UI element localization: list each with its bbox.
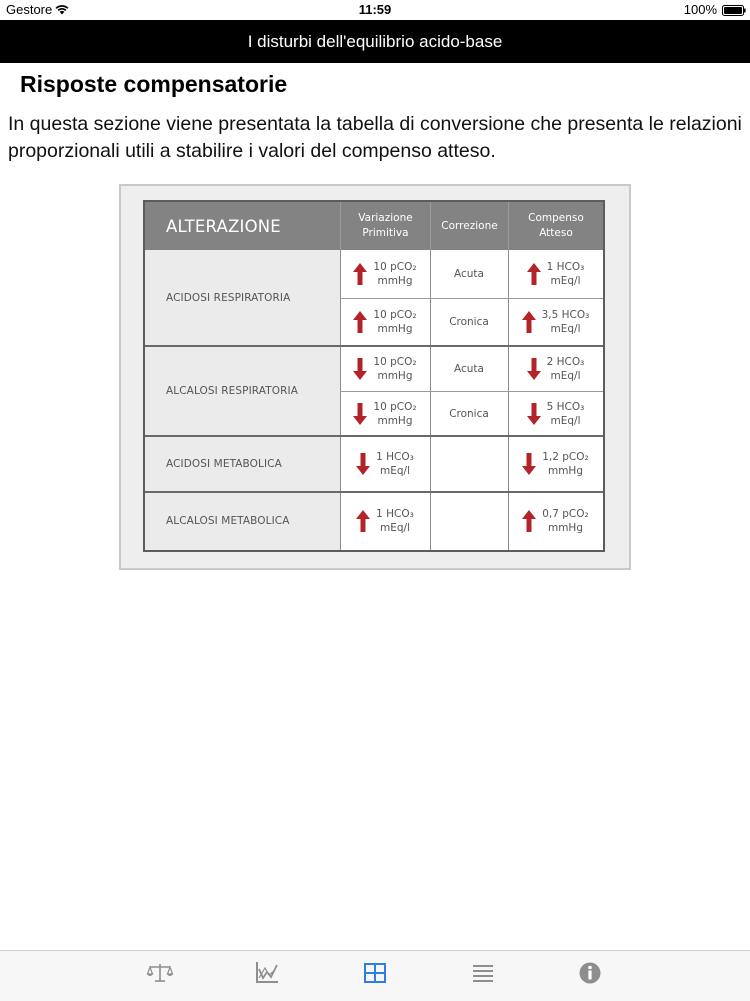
value-line: 10 pCO₂ bbox=[373, 355, 417, 368]
value-unit: mEq/l bbox=[550, 414, 581, 427]
battery-percentage: 100% bbox=[683, 2, 717, 17]
table-divider bbox=[145, 435, 603, 437]
value-text bbox=[547, 260, 585, 288]
table-row-cell-primary bbox=[340, 391, 430, 436]
value-line: 1 HCO₃ bbox=[376, 508, 414, 520]
value-text bbox=[547, 355, 585, 383]
header-compenso-line2: Atteso bbox=[539, 227, 573, 239]
table-row-cell-correction bbox=[430, 298, 508, 346]
condition-acidosi-metabolica bbox=[145, 436, 340, 492]
header-alterazione-label: ALTERAZIONE bbox=[166, 216, 281, 236]
header-alterazione bbox=[145, 202, 340, 250]
table-row-cell-primary bbox=[340, 298, 430, 346]
value-unit: mEq/l bbox=[550, 369, 581, 382]
arrow-down-icon bbox=[356, 453, 370, 475]
value-text bbox=[373, 260, 416, 288]
value-line: 0,7 pCO₂ bbox=[542, 508, 589, 520]
condition-alcalosi-respiratoria bbox=[145, 346, 340, 436]
value-text bbox=[542, 507, 589, 535]
header-variazione-line1: Variazione bbox=[358, 212, 413, 224]
value-line: 5 HCO₃ bbox=[546, 400, 585, 413]
table-row-cell-correction bbox=[430, 492, 508, 550]
value-line: 10 pCO₂ bbox=[373, 309, 417, 321]
clock: 11:59 bbox=[358, 2, 392, 17]
value-unit: mEq/l bbox=[550, 275, 581, 287]
condition-label: ALCALOSI METABOLICA bbox=[166, 515, 290, 527]
value-line: 3,5 HCO₃ bbox=[541, 309, 590, 321]
condition-label: ACIDOSI RESPIRATORIA bbox=[166, 292, 291, 304]
table-row-cell-compensation bbox=[508, 492, 603, 550]
value-text bbox=[547, 400, 585, 428]
value-unit: mmHg bbox=[377, 323, 413, 335]
header-variazione-line2: Primitiva bbox=[362, 227, 409, 239]
arrow-down-icon bbox=[527, 358, 541, 380]
carrier-label: Gestore bbox=[6, 2, 53, 17]
value-text bbox=[542, 308, 590, 336]
correction-text: Acuta bbox=[454, 268, 484, 280]
table-row-cell-compensation bbox=[508, 298, 603, 346]
value-unit: mEq/l bbox=[380, 522, 410, 534]
nav-title: I disturbi dell'equilibrio acido-base bbox=[247, 32, 503, 51]
arrow-up-icon bbox=[527, 263, 541, 285]
arrow-down-icon bbox=[522, 453, 536, 475]
value-unit: mEq/l bbox=[550, 323, 581, 335]
intro-paragraph: In questa sezione viene presentata la tabella di conversione che presenta le relazioni proporzionali utili a stabilire i valori del compenso atteso. bbox=[8, 113, 742, 162]
table-divider bbox=[340, 250, 341, 550]
value-text bbox=[542, 450, 589, 478]
table-row-cell-primary bbox=[340, 492, 430, 550]
value-line: 2 HCO₃ bbox=[546, 355, 585, 368]
value-line: 10 pCO₂ bbox=[373, 400, 417, 413]
value-unit: mmHg bbox=[377, 369, 413, 382]
value-text bbox=[373, 308, 416, 336]
table-row-cell-correction bbox=[430, 436, 508, 492]
table-divider bbox=[145, 491, 603, 493]
header-compenso-label bbox=[528, 211, 584, 241]
value-text bbox=[376, 450, 414, 478]
value-unit: mmHg bbox=[547, 522, 583, 534]
arrow-up-icon bbox=[522, 311, 536, 333]
value-line: 10 pCO₂ bbox=[373, 261, 417, 273]
tab-bar bbox=[0, 950, 750, 1001]
arrow-down-icon bbox=[527, 403, 541, 425]
table-row-cell-primary bbox=[340, 250, 430, 298]
table-row-cell-compensation bbox=[508, 436, 603, 492]
header-compenso bbox=[508, 202, 603, 250]
table-row-cell-primary bbox=[340, 346, 430, 391]
info-icon bbox=[576, 959, 604, 987]
tab-table[interactable] bbox=[361, 959, 389, 987]
battery-icon bbox=[722, 5, 746, 16]
header-variazione bbox=[340, 202, 430, 250]
header-correzione-label: Correzione bbox=[441, 219, 498, 232]
header-variazione-label bbox=[358, 211, 412, 241]
correction-text: Cronica bbox=[449, 316, 489, 328]
table-row-cell-compensation bbox=[508, 250, 603, 298]
condition-acidosi-respiratoria bbox=[145, 250, 340, 346]
arrow-down-icon bbox=[353, 358, 367, 380]
table-row-cell-correction bbox=[430, 250, 508, 298]
value-unit: mmHg bbox=[377, 414, 413, 427]
table-row-cell-compensation bbox=[508, 391, 603, 436]
table-row-cell-primary bbox=[340, 436, 430, 492]
section-title: Risposte compensatorie bbox=[20, 71, 288, 97]
header-compenso-line1: Compenso bbox=[528, 212, 584, 224]
tab-list[interactable] bbox=[469, 959, 497, 987]
condition-label: ACIDOSI METABOLICA bbox=[166, 458, 282, 470]
chart-icon bbox=[253, 959, 281, 987]
balance-scale-icon bbox=[146, 959, 174, 987]
nav-bar bbox=[0, 20, 750, 63]
arrow-up-icon bbox=[353, 263, 367, 285]
value-line: 1 HCO₃ bbox=[546, 261, 585, 273]
list-icon bbox=[469, 959, 497, 987]
header-correzione bbox=[430, 202, 508, 250]
value-unit: mEq/l bbox=[380, 465, 410, 477]
condition-label: ALCALOSI RESPIRATORIA bbox=[166, 385, 299, 397]
value-line: 1,2 pCO₂ bbox=[542, 451, 589, 463]
table-divider bbox=[340, 391, 603, 392]
conversion-table bbox=[143, 200, 605, 552]
correction-text: Acuta bbox=[454, 362, 484, 375]
conversion-table-figure bbox=[119, 184, 631, 570]
arrow-up-icon bbox=[522, 510, 536, 532]
table-row-cell-correction bbox=[430, 391, 508, 436]
value-unit: mmHg bbox=[547, 465, 583, 477]
table-grid-icon bbox=[361, 959, 389, 987]
table-divider bbox=[508, 250, 509, 550]
arrow-up-icon bbox=[356, 510, 370, 532]
value-line: 1 HCO₃ bbox=[376, 451, 414, 463]
table-divider bbox=[145, 345, 603, 347]
status-bar bbox=[0, 0, 750, 20]
table-divider bbox=[340, 298, 603, 299]
value-text bbox=[376, 507, 414, 535]
value-text bbox=[373, 400, 416, 428]
arrow-down-icon bbox=[353, 403, 367, 425]
tab-info[interactable] bbox=[576, 959, 604, 987]
tab-balance[interactable] bbox=[146, 959, 174, 987]
condition-alcalosi-metabolica bbox=[145, 492, 340, 550]
table-divider bbox=[430, 250, 431, 550]
correction-text: Cronica bbox=[449, 407, 489, 420]
value-unit: mmHg bbox=[377, 275, 413, 287]
table-row-cell-compensation bbox=[508, 346, 603, 391]
value-text bbox=[373, 355, 416, 383]
tab-chart[interactable] bbox=[253, 959, 281, 987]
table-row-cell-correction bbox=[430, 346, 508, 391]
arrow-up-icon bbox=[353, 311, 367, 333]
